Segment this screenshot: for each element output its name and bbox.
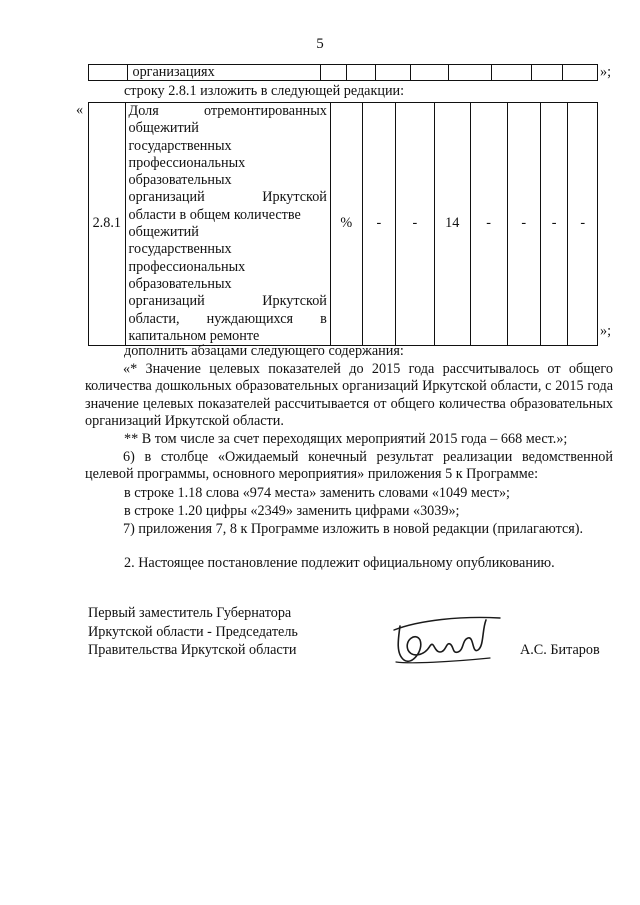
item-7-paragraph: 7) приложения 7, 8 к Программе изложить в новой редакции (прилагаются). [123, 521, 584, 537]
table-cell [531, 65, 562, 81]
indicator-word: нуждающихся [206, 310, 294, 327]
indicator-word: в [320, 310, 327, 327]
page-number: 5 [316, 36, 324, 52]
indicator-word: Иркутской [262, 189, 327, 206]
table-cell [562, 65, 597, 81]
indicator-word: Доля [128, 103, 159, 119]
signatory-name: А.С. Битаров [520, 642, 600, 658]
row-code: 2.8.1 [89, 103, 126, 346]
value-cell: - [540, 103, 568, 346]
indicator-word: области в общем количестве [128, 206, 301, 223]
row-1-18-paragraph: в строке 1.18 слова «974 места» заменить словами «1049 мест»; [124, 485, 511, 501]
value-cell: - [395, 103, 434, 346]
indicator-word: образовательных [128, 172, 232, 189]
closing-quote: »; [600, 323, 612, 339]
indicator-line [129, 276, 327, 293]
indicator-word: профессиональных [128, 258, 246, 275]
value-cell: - [568, 103, 598, 346]
value-cell: - [470, 103, 507, 346]
table-row-2-8-1 [88, 102, 598, 346]
indicator-word: образовательных [128, 275, 232, 292]
table-cell [89, 65, 128, 81]
indicator-line [129, 138, 327, 155]
table-cell [411, 65, 448, 81]
indicator-word: организаций [128, 189, 205, 206]
indicator-word: общежитий [128, 224, 199, 241]
note-paragraph-2: ** В том числе за счет переходящих мероприятий 2015 года – 668 мест.»; [124, 431, 568, 447]
value-cell: - [507, 103, 540, 346]
indicator-description [125, 103, 330, 346]
indicator-word: организаций [128, 293, 205, 310]
table-row [89, 103, 598, 346]
indicator-word: государственных [128, 241, 232, 258]
table-cell [320, 65, 347, 81]
signatory-title-line: Правительства Иркутской области [88, 642, 297, 658]
indicator-line [129, 207, 327, 224]
indicator-line [129, 172, 327, 189]
indicator-line [129, 311, 327, 328]
unit-cell: % [330, 103, 362, 346]
row-1-20-paragraph: в строке 1.20 цифры «2349» заменить цифрами «3039»; [124, 503, 460, 519]
closing-quote: »; [600, 64, 612, 80]
indicator-line [129, 155, 327, 172]
indicator-word: общежитий [128, 120, 199, 137]
signatory-title-line: Иркутской области - Председатель [88, 623, 298, 640]
indicator-line [129, 259, 327, 276]
indicator-word: Иркутской [262, 293, 327, 310]
signatory-title-line: Первый заместитель Губернатора [88, 605, 292, 621]
opening-quote: « [76, 102, 84, 118]
note-paragraph-1: «* Значение целевых показателей до 2015 года рассчитывалось от общего количества дошкольных образовательных организаций Иркутской области, с 2015 года значение целевых показателей рассчитывается от общего количества образовательных организаций Иркутской области. [85, 361, 613, 429]
indicator-word: капитальном ремонте [128, 327, 260, 344]
value-cell: - [362, 103, 395, 346]
indicator-line [129, 293, 327, 310]
table-cell [376, 65, 411, 81]
indicator-line [129, 189, 327, 206]
handwritten-signature [390, 610, 506, 668]
indicator-word: государственных [128, 137, 232, 154]
table-row [89, 65, 598, 81]
indicator-lines [129, 103, 327, 345]
indicator-word: области, [128, 310, 180, 327]
item-2-paragraph: 2. Настоящее постановление подлежит официальному опубликованию. [124, 555, 555, 571]
indicator-word: профессиональных [128, 154, 246, 171]
table-cell [347, 65, 376, 81]
indicator-line [129, 241, 327, 258]
indicator-word: отремонтированных [203, 103, 327, 119]
item-6-paragraph: 6) в столбце «Ожидаемый конечный результат реализации ведомственной целевой программы, основного мероприятия» приложения 5 к Программе: [85, 449, 613, 483]
indicator-line [129, 224, 327, 241]
table-cell-organizations: организациях [128, 65, 320, 81]
supplement-paragraph: дополнить абзацами следующего содержания: [124, 343, 404, 359]
table-fragment-previous-row [88, 64, 598, 81]
indicator-line [129, 120, 327, 137]
table-cell [448, 65, 492, 81]
table-cell [492, 65, 531, 81]
indicator-line [129, 103, 327, 120]
instruction-text: строку 2.8.1 изложить в следующей редакции: [124, 83, 405, 99]
signatory-title [88, 604, 298, 660]
value-cell: 14 [434, 103, 470, 346]
